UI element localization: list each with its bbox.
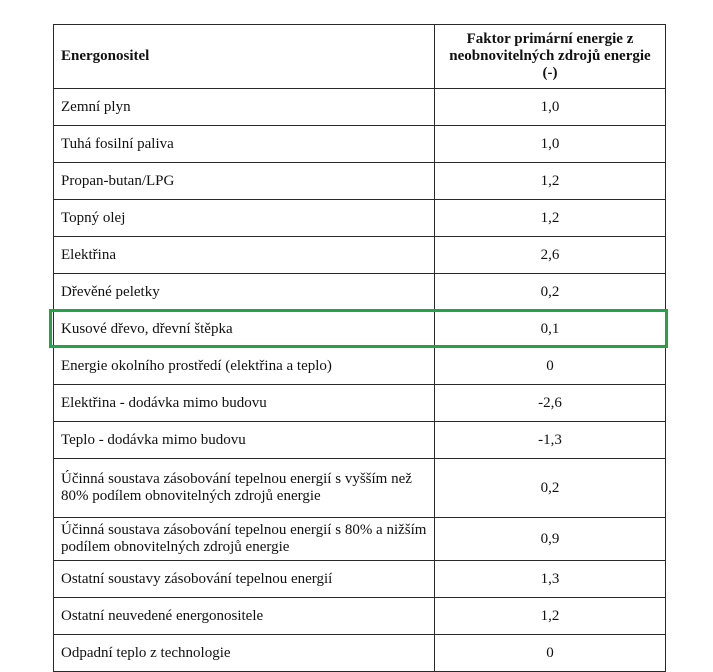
table-row (54, 89, 666, 126)
row-value: 2,6 (435, 237, 666, 274)
table-row (54, 459, 666, 518)
row-value: 0,2 (435, 274, 666, 311)
row-name: Elektřina (54, 237, 435, 274)
row-name: Tuhá fosilní paliva (54, 126, 435, 163)
table-row (54, 635, 666, 672)
row-value: 1,0 (435, 89, 666, 126)
row-name: Topný olej (54, 200, 435, 237)
row-value: 0 (435, 348, 666, 385)
row-name: Odpadní teplo z technologie (54, 635, 435, 672)
row-value: 0,2 (435, 459, 666, 518)
header-primary-energy-factor: Faktor primární energie z neobnovitelných zdrojů energie (-) (435, 25, 666, 89)
table-row-highlighted (54, 311, 666, 348)
table-row (54, 274, 666, 311)
table-row (54, 422, 666, 459)
table-row (54, 163, 666, 200)
row-name: Kusové dřevo, dřevní štěpka (54, 311, 435, 348)
row-name: Zemní plyn (54, 89, 435, 126)
row-name: Propan-butan/LPG (54, 163, 435, 200)
table-row (54, 237, 666, 274)
table-row (54, 598, 666, 635)
row-value: 0,9 (435, 518, 666, 561)
row-name: Ostatní neuvedené energonositele (54, 598, 435, 635)
row-value: 1,2 (435, 163, 666, 200)
row-value: -1,3 (435, 422, 666, 459)
row-value: 0 (435, 635, 666, 672)
energy-factor-table (53, 24, 666, 672)
row-value: 1,3 (435, 561, 666, 598)
table-row (54, 561, 666, 598)
row-name: Účinná soustava zásobování tepelnou energií s 80% a nižším podílem obnovitelných zdrojů energie (54, 518, 435, 561)
row-name: Účinná soustava zásobování tepelnou energií s vyšším než 80% podílem obnovitelných zdrojů energie (54, 459, 435, 518)
table-row (54, 126, 666, 163)
header-energy-carrier: Energonositel (54, 25, 435, 89)
row-value: 1,0 (435, 126, 666, 163)
row-name: Energie okolního prostředí (elektřina a teplo) (54, 348, 435, 385)
row-value: 1,2 (435, 598, 666, 635)
table-row (54, 518, 666, 561)
row-name: Ostatní soustavy zásobování tepelnou energií (54, 561, 435, 598)
row-value: 0,1 (435, 311, 666, 348)
row-value: 1,2 (435, 200, 666, 237)
row-name: Elektřina - dodávka mimo budovu (54, 385, 435, 422)
table-row (54, 200, 666, 237)
table-row (54, 348, 666, 385)
row-value: -2,6 (435, 385, 666, 422)
row-name: Dřevěné peletky (54, 274, 435, 311)
table-row (54, 385, 666, 422)
row-name: Teplo - dodávka mimo budovu (54, 422, 435, 459)
table-header-row (54, 25, 666, 89)
